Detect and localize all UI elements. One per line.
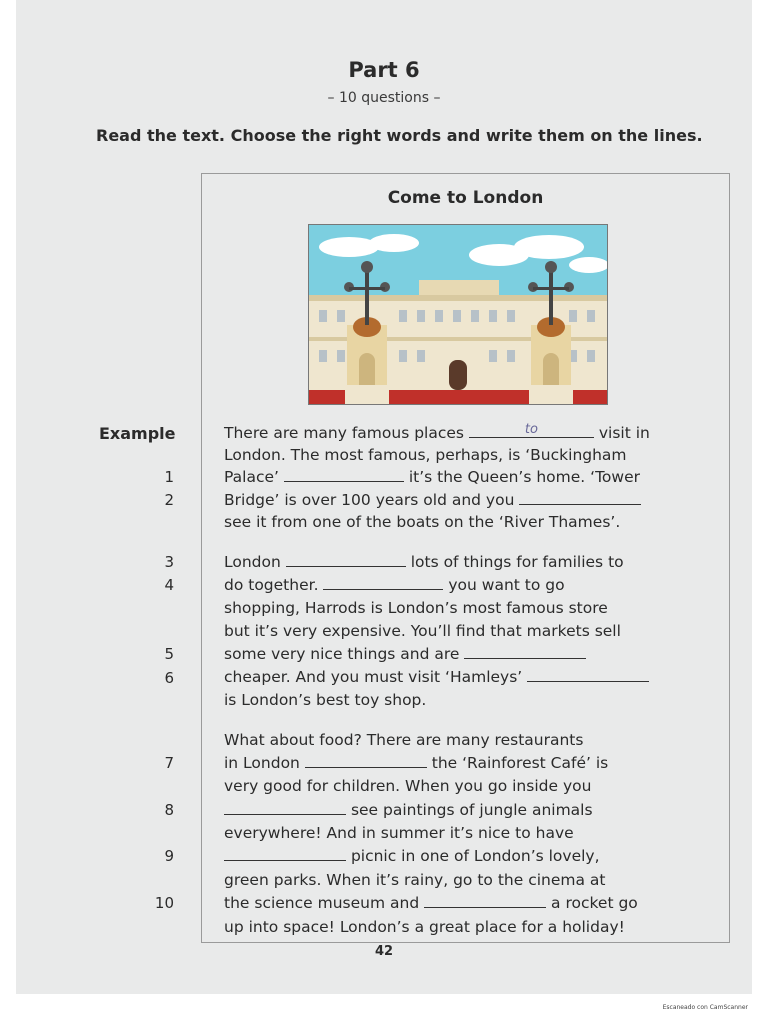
answer-blank[interactable]	[323, 575, 443, 590]
answer-blank[interactable]	[286, 552, 406, 567]
text-line: see it from one of the boats on the ‘River Thames’.	[224, 513, 621, 531]
question-number: 10	[154, 894, 174, 912]
text-line: What about food? There are many restaurants	[224, 731, 584, 749]
question-number: 3	[164, 553, 174, 571]
text-line: very good for children. When you go inside you	[224, 777, 592, 795]
buckingham-palace-illustration	[308, 224, 608, 405]
answer-blank[interactable]	[519, 490, 641, 505]
scanner-footer: Escaneado con CamScanner	[662, 1004, 748, 1011]
text-box-title: Come to London	[387, 188, 544, 208]
question-number: 8	[164, 801, 174, 819]
answer-blank[interactable]	[469, 423, 594, 438]
text-line: London lots of things for families to	[224, 553, 624, 571]
question-number: 7	[164, 754, 174, 772]
text-line: everywhere! And in summer it’s nice to have	[224, 824, 574, 842]
text-line: cheaper. And you must visit ‘Hamleys’	[224, 667, 649, 687]
question-number: 6	[164, 669, 174, 687]
question-number: 4	[164, 576, 174, 594]
text-line: is London’s best toy shop.	[224, 691, 427, 709]
question-number: 9	[164, 847, 174, 865]
text-line: but it’s very expensive. You’ll find that markets sell	[224, 622, 621, 640]
question-number: 5	[164, 645, 174, 663]
text-line: picnic in one of London’s lovely,	[224, 846, 600, 866]
answer-blank[interactable]	[224, 846, 346, 861]
instructions: Read the text. Choose the right words and write them on the lines.	[96, 126, 703, 145]
text-line: London. The most famous, perhaps, is ‘Buckingham	[224, 446, 627, 464]
text-line: see paintings of jungle animals	[224, 800, 593, 820]
text-line: in London the ‘Rainforest Café’ is	[224, 754, 609, 772]
text-line: the science museum and a rocket go	[224, 894, 638, 912]
text-line: Bridge’ is over 100 years old and you	[224, 490, 641, 510]
page-number: 42	[374, 944, 394, 959]
text-line: shopping, Harrods is London’s most famous store	[224, 599, 608, 617]
question-number: 1	[164, 468, 174, 486]
answer-blank[interactable]	[464, 644, 586, 659]
example-answer: to	[524, 422, 538, 437]
example-label: Example	[99, 424, 176, 443]
question-number: 2	[164, 491, 174, 509]
text-line: do together. you want to go	[224, 576, 565, 594]
text-line: up into space! London’s a great place for a holiday!	[224, 918, 625, 936]
text-line: green parks. When it’s rainy, go to the cinema at	[224, 871, 606, 889]
answer-blank[interactable]	[305, 753, 427, 768]
answer-blank[interactable]	[284, 467, 404, 482]
answer-blank[interactable]	[424, 893, 546, 908]
page-title: Part 6	[348, 58, 420, 82]
answer-blank[interactable]	[224, 800, 346, 815]
answer-blank[interactable]	[527, 667, 649, 682]
page-subtitle: – 10 questions –	[327, 90, 441, 106]
text-line: There are many famous places to visit in	[224, 422, 650, 442]
book-page	[16, 0, 752, 994]
text-line: some very nice things and are	[224, 644, 586, 664]
text-line: Palace’ it’s the Queen’s home. ‘Tower	[224, 468, 640, 486]
